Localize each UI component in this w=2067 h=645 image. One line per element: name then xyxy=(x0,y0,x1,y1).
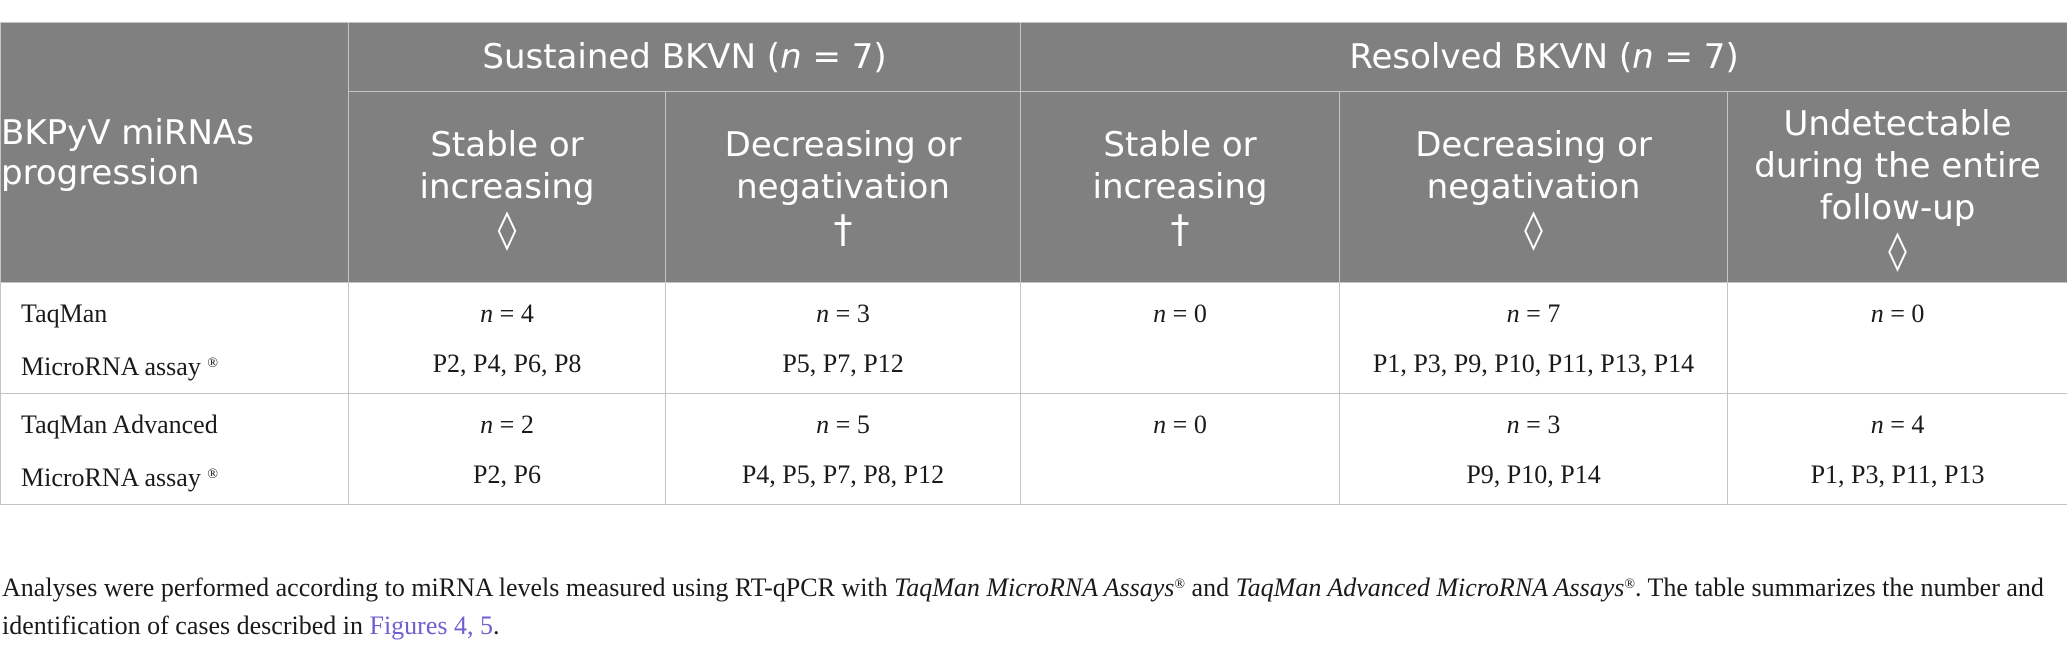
footnote-assay-name: TaqMan MicroRNA Assays xyxy=(894,573,1174,602)
case-count: = 3 xyxy=(829,299,870,328)
case-count: = 5 xyxy=(829,410,870,439)
table-cell xyxy=(666,283,1021,394)
registered-mark: ® xyxy=(207,467,218,482)
assay-name: MicroRNA assay xyxy=(21,463,201,492)
table-header xyxy=(1,23,2067,283)
diamond-symbol: ◊ xyxy=(349,208,665,250)
patient-ids xyxy=(1021,450,1339,500)
patient-ids: P2, P4, P6, P8 xyxy=(349,339,665,389)
group-count: = 7) xyxy=(802,37,887,77)
case-count: = 3 xyxy=(1520,410,1561,439)
patient-ids: P9, P10, P14 xyxy=(1340,450,1727,500)
row-header-label: BKPyV miRNAs progression xyxy=(1,23,349,283)
column-label: Undetectable during the entire follow-up xyxy=(1754,104,2041,228)
diamond-symbol: ◊ xyxy=(1340,208,1727,250)
footnote-assay-name: TaqMan Advanced MicroRNA Assays xyxy=(1236,573,1625,602)
dagger-symbol: † xyxy=(1021,208,1339,250)
group-label: Sustained BKVN ( xyxy=(482,37,780,77)
results-table xyxy=(0,22,2067,505)
table-cell xyxy=(1021,283,1340,394)
case-count: = 7 xyxy=(1520,299,1561,328)
patient-ids xyxy=(1021,339,1339,389)
patient-ids: P5, P7, P12 xyxy=(666,339,1020,389)
footnote-text: . The table summarizes the number and identification of cases described in xyxy=(2,573,2044,640)
assay-cell xyxy=(1,283,349,394)
case-count: = 0 xyxy=(1166,299,1207,328)
group-label: Resolved BKVN ( xyxy=(1349,37,1632,77)
table-row xyxy=(1,283,2067,394)
column-label: Decreasing or negativation xyxy=(1415,125,1652,207)
table-cell xyxy=(1021,394,1340,505)
footnote-text: Analyses were performed according to miRNA levels measured using RT-qPCR with xyxy=(2,573,894,602)
table-cell xyxy=(1728,283,2067,394)
n-symbol: n xyxy=(1507,410,1520,439)
case-count: = 4 xyxy=(493,299,534,328)
footnote-text: . xyxy=(493,611,500,640)
assay-cell xyxy=(1,394,349,505)
column-label: Decreasing or negativation xyxy=(725,125,962,207)
n-symbol: n xyxy=(1632,37,1654,77)
dagger-symbol: † xyxy=(666,208,1020,250)
column-header xyxy=(1728,92,2067,283)
column-header xyxy=(349,92,666,283)
n-symbol: n xyxy=(1871,299,1884,328)
n-symbol: n xyxy=(816,299,829,328)
footnote-text: and xyxy=(1185,573,1236,602)
column-label: Stable or increasing xyxy=(1093,125,1268,207)
column-header xyxy=(1340,92,1728,283)
n-symbol: n xyxy=(780,37,802,77)
column-label: Stable or increasing xyxy=(420,125,595,207)
n-symbol: n xyxy=(480,410,493,439)
case-count: = 0 xyxy=(1884,299,1925,328)
registered-mark: ® xyxy=(1174,577,1185,592)
registered-mark: ® xyxy=(207,356,218,371)
patient-ids: P1, P3, P11, P13 xyxy=(1728,450,2067,500)
table-cell xyxy=(349,394,666,505)
n-symbol: n xyxy=(816,410,829,439)
table-cell xyxy=(1728,394,2067,505)
group-header-resolved xyxy=(1021,23,2067,92)
group-header-sustained xyxy=(349,23,1021,92)
n-symbol: n xyxy=(1153,299,1166,328)
table-cell xyxy=(1340,394,1728,505)
table-row xyxy=(1,394,2067,505)
diamond-symbol: ◊ xyxy=(1728,229,2067,271)
case-count: = 0 xyxy=(1166,410,1207,439)
n-symbol: n xyxy=(480,299,493,328)
case-count: = 4 xyxy=(1884,410,1925,439)
assay-name: MicroRNA assay xyxy=(21,352,201,381)
group-count: = 7) xyxy=(1654,37,1739,77)
assay-name: TaqMan Advanced xyxy=(21,400,348,450)
n-symbol: n xyxy=(1871,410,1884,439)
patient-ids: P2, P6 xyxy=(349,450,665,500)
patient-ids: P4, P5, P7, P8, P12 xyxy=(666,450,1020,500)
case-count: = 2 xyxy=(493,410,534,439)
table-footnote xyxy=(2,566,2062,645)
n-symbol: n xyxy=(1507,299,1520,328)
registered-mark: ® xyxy=(1624,577,1635,592)
patient-ids: P1, P3, P9, P10, P11, P13, P14 xyxy=(1340,339,1727,389)
figures-link[interactable]: Figures 4, 5 xyxy=(369,611,493,640)
table-cell xyxy=(349,283,666,394)
patient-ids xyxy=(1728,339,2067,389)
column-header xyxy=(666,92,1021,283)
table-cell xyxy=(666,394,1021,505)
n-symbol: n xyxy=(1153,410,1166,439)
table-cell xyxy=(1340,283,1728,394)
assay-name: TaqMan xyxy=(21,289,348,339)
column-header xyxy=(1021,92,1340,283)
